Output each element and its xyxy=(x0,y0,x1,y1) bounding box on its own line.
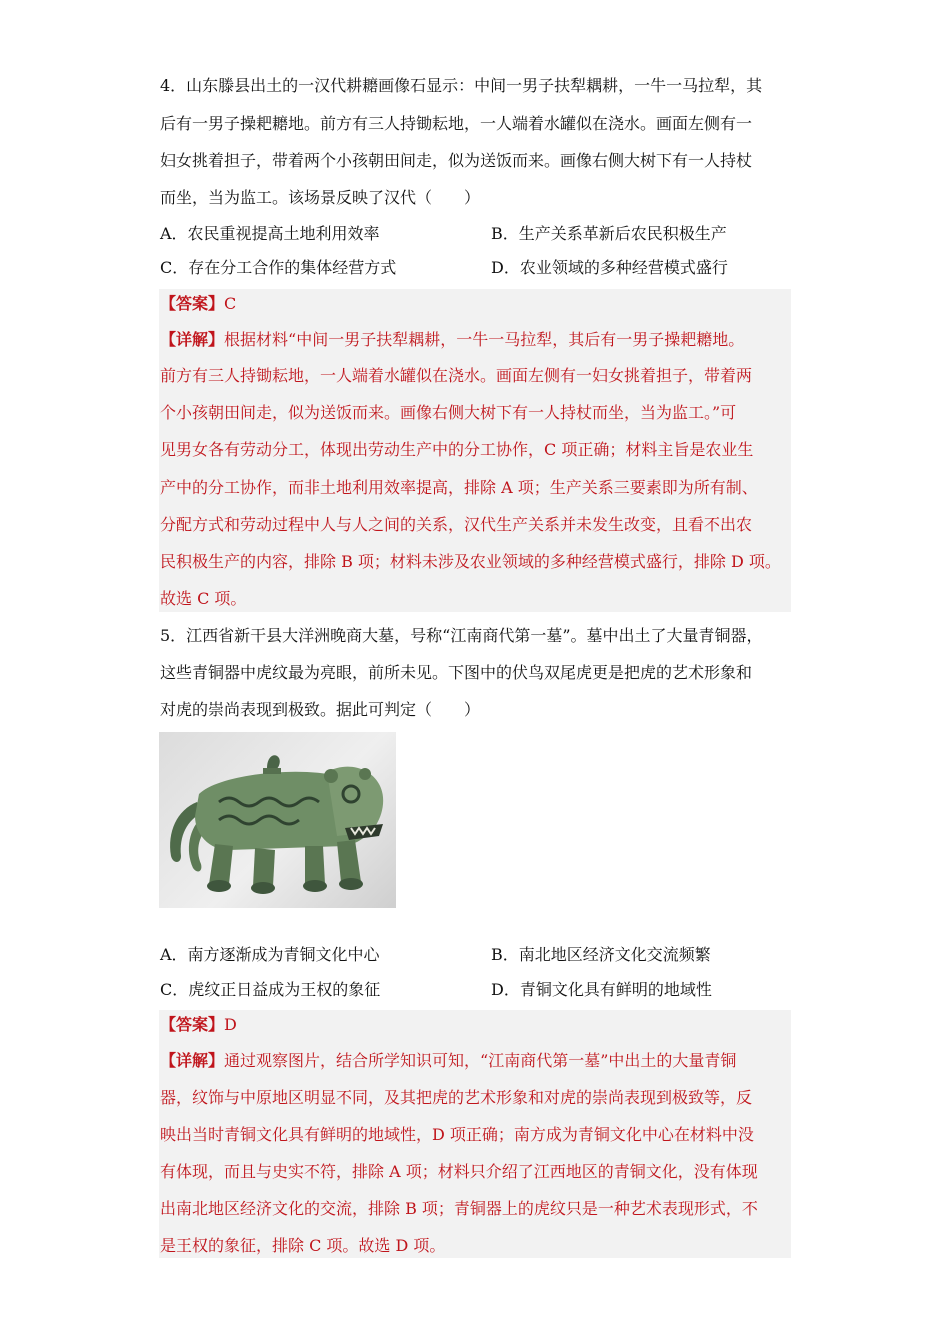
q5-option-a: A．南方逐渐成为青铜文化中心 xyxy=(160,945,380,964)
q4-stem-line-1: 4．山东滕县出土的一汉代耕耱画像石显示：中间一男子扶犁耦耕，一牛一马拉犁，其 xyxy=(160,76,763,95)
q5-option-b: B．南北地区经济文化交流频繁 xyxy=(491,945,711,964)
q4-detail-line-3: 个小孩朝田间走，似为送饭而来。画像右侧大树下有一人持杖而坐，当为监工。”可 xyxy=(160,403,737,422)
q5-stem-line-3: 对虎的崇尚表现到极致。据此可判定（ ） xyxy=(160,700,481,719)
q5-option-c: C．虎纹正日益成为王权的象征 xyxy=(160,980,381,999)
q4-detail-line-1 xyxy=(160,330,744,350)
q5-detail-line-6: 是王权的象征，排除 C 项。故选 D 项。 xyxy=(160,1236,446,1255)
q4-detail-line-7: 民积极生产的内容，排除 B 项；材料未涉及农业领域的多种经营模式盛行，排除 D 项。 xyxy=(160,552,781,571)
bronze-tiger-photo xyxy=(159,732,396,908)
q4-option-a: A．农民重视提高土地利用效率 xyxy=(160,224,380,243)
q4-stem-line-4: 而坐，当为监工。该场景反映了汉代（ ） xyxy=(160,188,481,207)
q4-detail-line-4: 见男女各有劳动分工，体现出劳动生产中的分工协作，C 项正确；材料主旨是农业生 xyxy=(160,440,754,459)
answer-tag: 【答案】 xyxy=(160,1015,225,1034)
q4-option-c: C．存在分工合作的集体经营方式 xyxy=(160,258,397,277)
detail-text: 通过观察图片，结合所学知识可知，“江南商代第一墓”中出土的大量青铜 xyxy=(224,1051,737,1070)
q5-detail-line-4: 有体现，而且与史实不符，排除 A 项；材料只介绍了江西地区的青铜文化，没有体现 xyxy=(160,1162,758,1181)
q5-answer xyxy=(160,1015,237,1035)
answer-tag: 【答案】 xyxy=(160,294,225,313)
q5-stem-line-2: 这些青铜器中虎纹最为亮眼，前所未见。下图中的伏鸟双尾虎更是把虎的艺术形象和 xyxy=(160,663,753,682)
q5-detail-line-2: 器，纹饰与中原地区明显不同，及其把虎的艺术形象和对虎的崇尚表现到极致等，反 xyxy=(160,1088,753,1107)
q4-detail-line-2: 前方有三人持锄耘地，一人端着水罐似在浇水。画面左侧有一妇女挑着担子，带着两 xyxy=(160,366,753,385)
q4-option-b: B．生产关系革新后农民积极生产 xyxy=(491,224,727,243)
detail-text: 根据材料“中间一男子扶犁耦耕，一牛一马拉犁，其后有一男子操耙耱地。 xyxy=(224,330,745,349)
answer-value: C xyxy=(224,294,237,313)
q4-detail-line-6: 分配方式和劳动过程中人与人之间的关系，汉代生产关系并未发生改变，且看不出农 xyxy=(160,515,753,534)
q5-stem-line-1: 5．江西省新干县大洋洲晚商大墓，号称“江南商代第一墓”。墓中出土了大量青铜器， xyxy=(160,626,763,645)
q4-detail-line-5: 产中的分工协作，而非土地利用效率提高，排除 A 项；生产关系三要素即为所有制、 xyxy=(160,478,758,497)
q4-answer xyxy=(160,294,236,314)
q5-detail-line-5: 出南北地区经济文化的交流，排除 B 项；青铜器上的虎纹只是一种艺术表现形式，不 xyxy=(160,1199,758,1218)
answer-value: D xyxy=(224,1015,237,1034)
q5-option-d: D．青铜文化具有鲜明的地域性 xyxy=(491,980,712,999)
q4-stem-line-3: 妇女挑着担子，带着两个小孩朝田间走，似为送饭而来。画像右侧大树下有一人持杖 xyxy=(160,151,753,170)
q4-stem-line-2: 后有一男子操耙耱地。前方有三人持锄耘地，一人端着水罐似在浇水。画面左侧有一 xyxy=(160,114,753,133)
q5-detail-line-3: 映出当时青铜文化具有鲜明的地域性，D 项正确；南方成为青铜文化中心在材料中没 xyxy=(160,1125,754,1144)
q4-detail-line-8: 故选 C 项。 xyxy=(160,589,247,608)
detail-tag: 【详解】 xyxy=(160,330,225,349)
q4-option-d: D．农业领域的多种经营模式盛行 xyxy=(491,258,728,277)
q5-detail-line-1 xyxy=(160,1051,736,1071)
detail-tag: 【详解】 xyxy=(160,1051,225,1070)
bronze-tiger-icon xyxy=(159,732,396,908)
